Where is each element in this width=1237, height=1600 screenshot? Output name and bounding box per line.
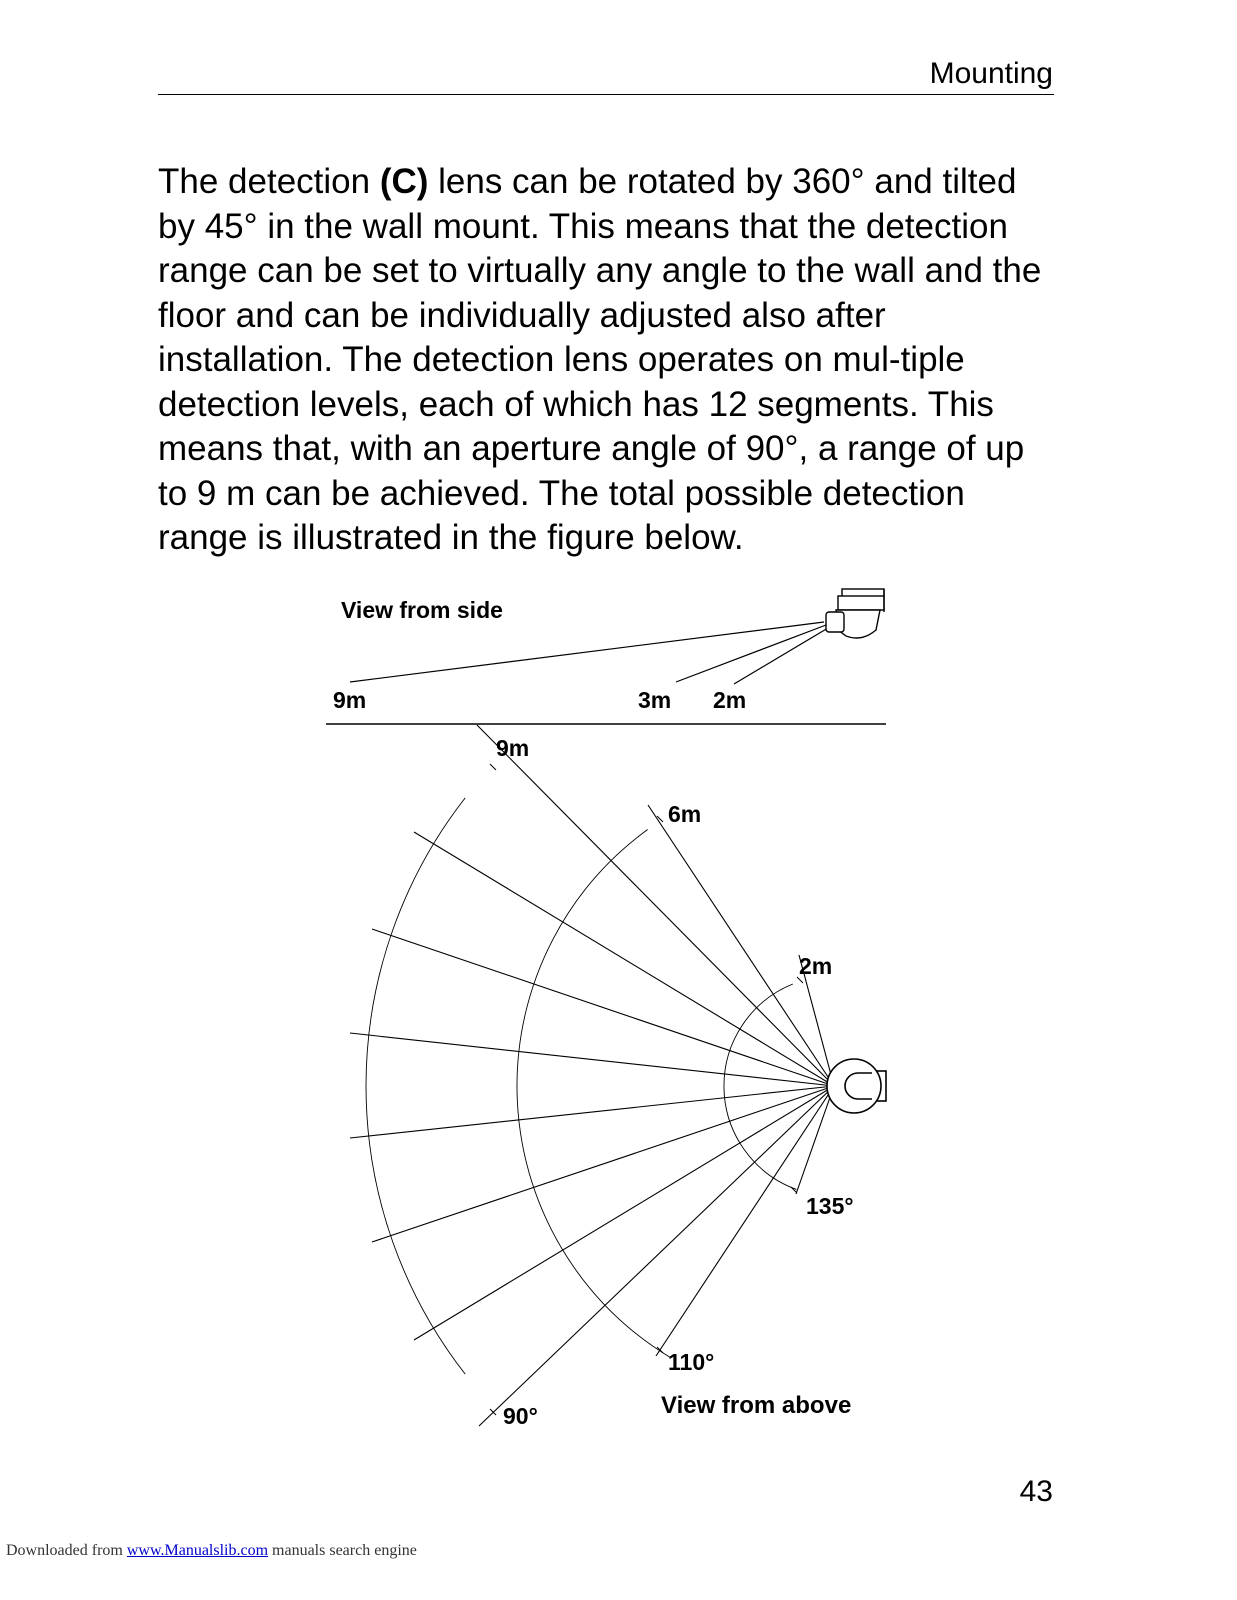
- page-header-title: Mounting: [929, 57, 1053, 90]
- side-line-2m: [734, 628, 828, 684]
- range-label-6m: 6m: [668, 801, 702, 827]
- side-view-title: View from side: [341, 597, 503, 623]
- side-label-9m: 9m: [333, 687, 367, 713]
- body-text-start: The detection: [158, 162, 380, 201]
- detection-ray: [479, 1086, 834, 1426]
- side-view: [326, 589, 886, 724]
- side-label-3m: 3m: [638, 687, 672, 713]
- range-arc-9m: [366, 798, 465, 1374]
- angle-label-110: 110°: [668, 1349, 715, 1375]
- footer-link[interactable]: www.Manualslib.com: [126, 1542, 269, 1559]
- detection-ray: [656, 1086, 834, 1356]
- detector-side-icon: [826, 589, 884, 638]
- footer-credit: [6, 1540, 417, 1562]
- footer-prefix: Downloaded from: [6, 1542, 127, 1559]
- arc-end-tick: [490, 764, 496, 770]
- detection-ray: [477, 725, 834, 1086]
- range-arcs: [366, 764, 803, 1415]
- arc-end-tick: [791, 1187, 797, 1193]
- range-label-2m: 2m: [799, 953, 833, 979]
- detection-ray: [648, 805, 834, 1086]
- angle-label-135: 135°: [806, 1193, 854, 1219]
- footer-suffix: manuals search engine: [268, 1542, 417, 1559]
- detection-rays: [350, 725, 834, 1426]
- detection-ray: [796, 1086, 834, 1194]
- angle-label-90: 90°: [503, 1403, 538, 1429]
- body-text-rest: lens can be rotated by 360° and tilted by 45° in the wall mount. This means that the detection range can be set to virtually any angle to the wall and the floor and can be individually adjusted also after installation. The detection lens operates on mul-tiple detection levels, each of which has 12 segments. This means that, with an aperture angle of 90°, a range of up to 9 m can be achieved. The total possible detection range is illustrated in the figure below.: [158, 162, 1042, 557]
- top-view: [350, 725, 886, 1429]
- top-view-title: View from above: [661, 1392, 852, 1419]
- lens-reference: (C): [379, 162, 429, 201]
- detection-ray: [372, 929, 834, 1086]
- detection-ray: [414, 832, 834, 1086]
- detection-ray: [372, 1086, 834, 1242]
- range-label-9m: 9m: [496, 735, 530, 761]
- side-label-2m: 2m: [713, 687, 747, 713]
- detection-ray: [350, 1033, 834, 1086]
- page-number: 43: [1019, 1475, 1053, 1508]
- detector-top-icon: [827, 1059, 886, 1113]
